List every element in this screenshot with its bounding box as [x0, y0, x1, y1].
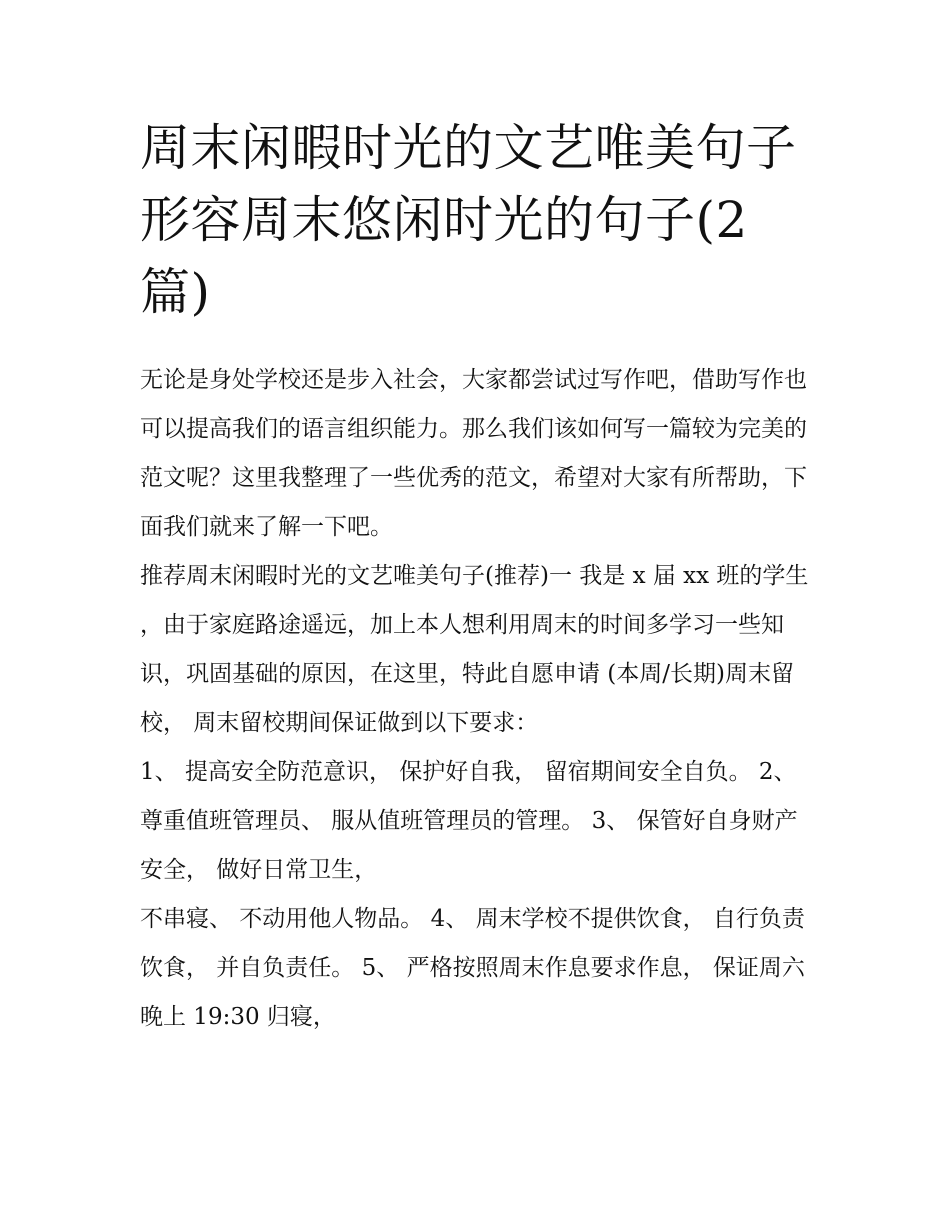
- title-line-1: 周末闲暇时光的文艺唯美句子: [140, 119, 797, 177]
- document-title: [140, 112, 820, 328]
- title-line-2: 形容周末悠闲时光的句子(2: [140, 191, 748, 249]
- requirements-paragraph-1: 1、 提高安全防范意识， 保护好自我， 留宿期间安全自负。 2、 尊重值班管理员、 服从值班管理员的管理。 3、 保管好自身财产安全， 做好日常卫生，: [140, 759, 798, 883]
- requirements-paragraph-2: 不串寝、 不动用他人物品。 4、 周末学校不提供饮食， 自行负责饮食， 并自负责任。 5、 严格按照周末作息要求作息， 保证周六晚上 19:30 归寝，: [140, 906, 805, 1030]
- intro-paragraph: 无论是身处学校还是步入社会，大家都尝试过写作吧，借助写作也可以提高我们的语言组织能力。那么我们该如何写一篇较为完美的范文呢？这里我整理了一些优秀的范文，希望对大家有所帮助，下面我们就来了解一下吧。: [140, 367, 807, 540]
- title-line-3: 篇): [140, 263, 211, 321]
- recommend-paragraph: 推荐周末闲暇时光的文艺唯美句子(推荐)一 我是 x 届 xx 班的学生: [140, 563, 809, 589]
- application-paragraph: ，由于家庭路途遥远，加上本人想利用周末的时间多学习一些知识，巩固基础的原因，在这里，特此自愿申请 (本周/长期)周末留校， 周末留校期间保证做到以下要求：: [140, 612, 795, 736]
- document-body: [140, 356, 820, 1042]
